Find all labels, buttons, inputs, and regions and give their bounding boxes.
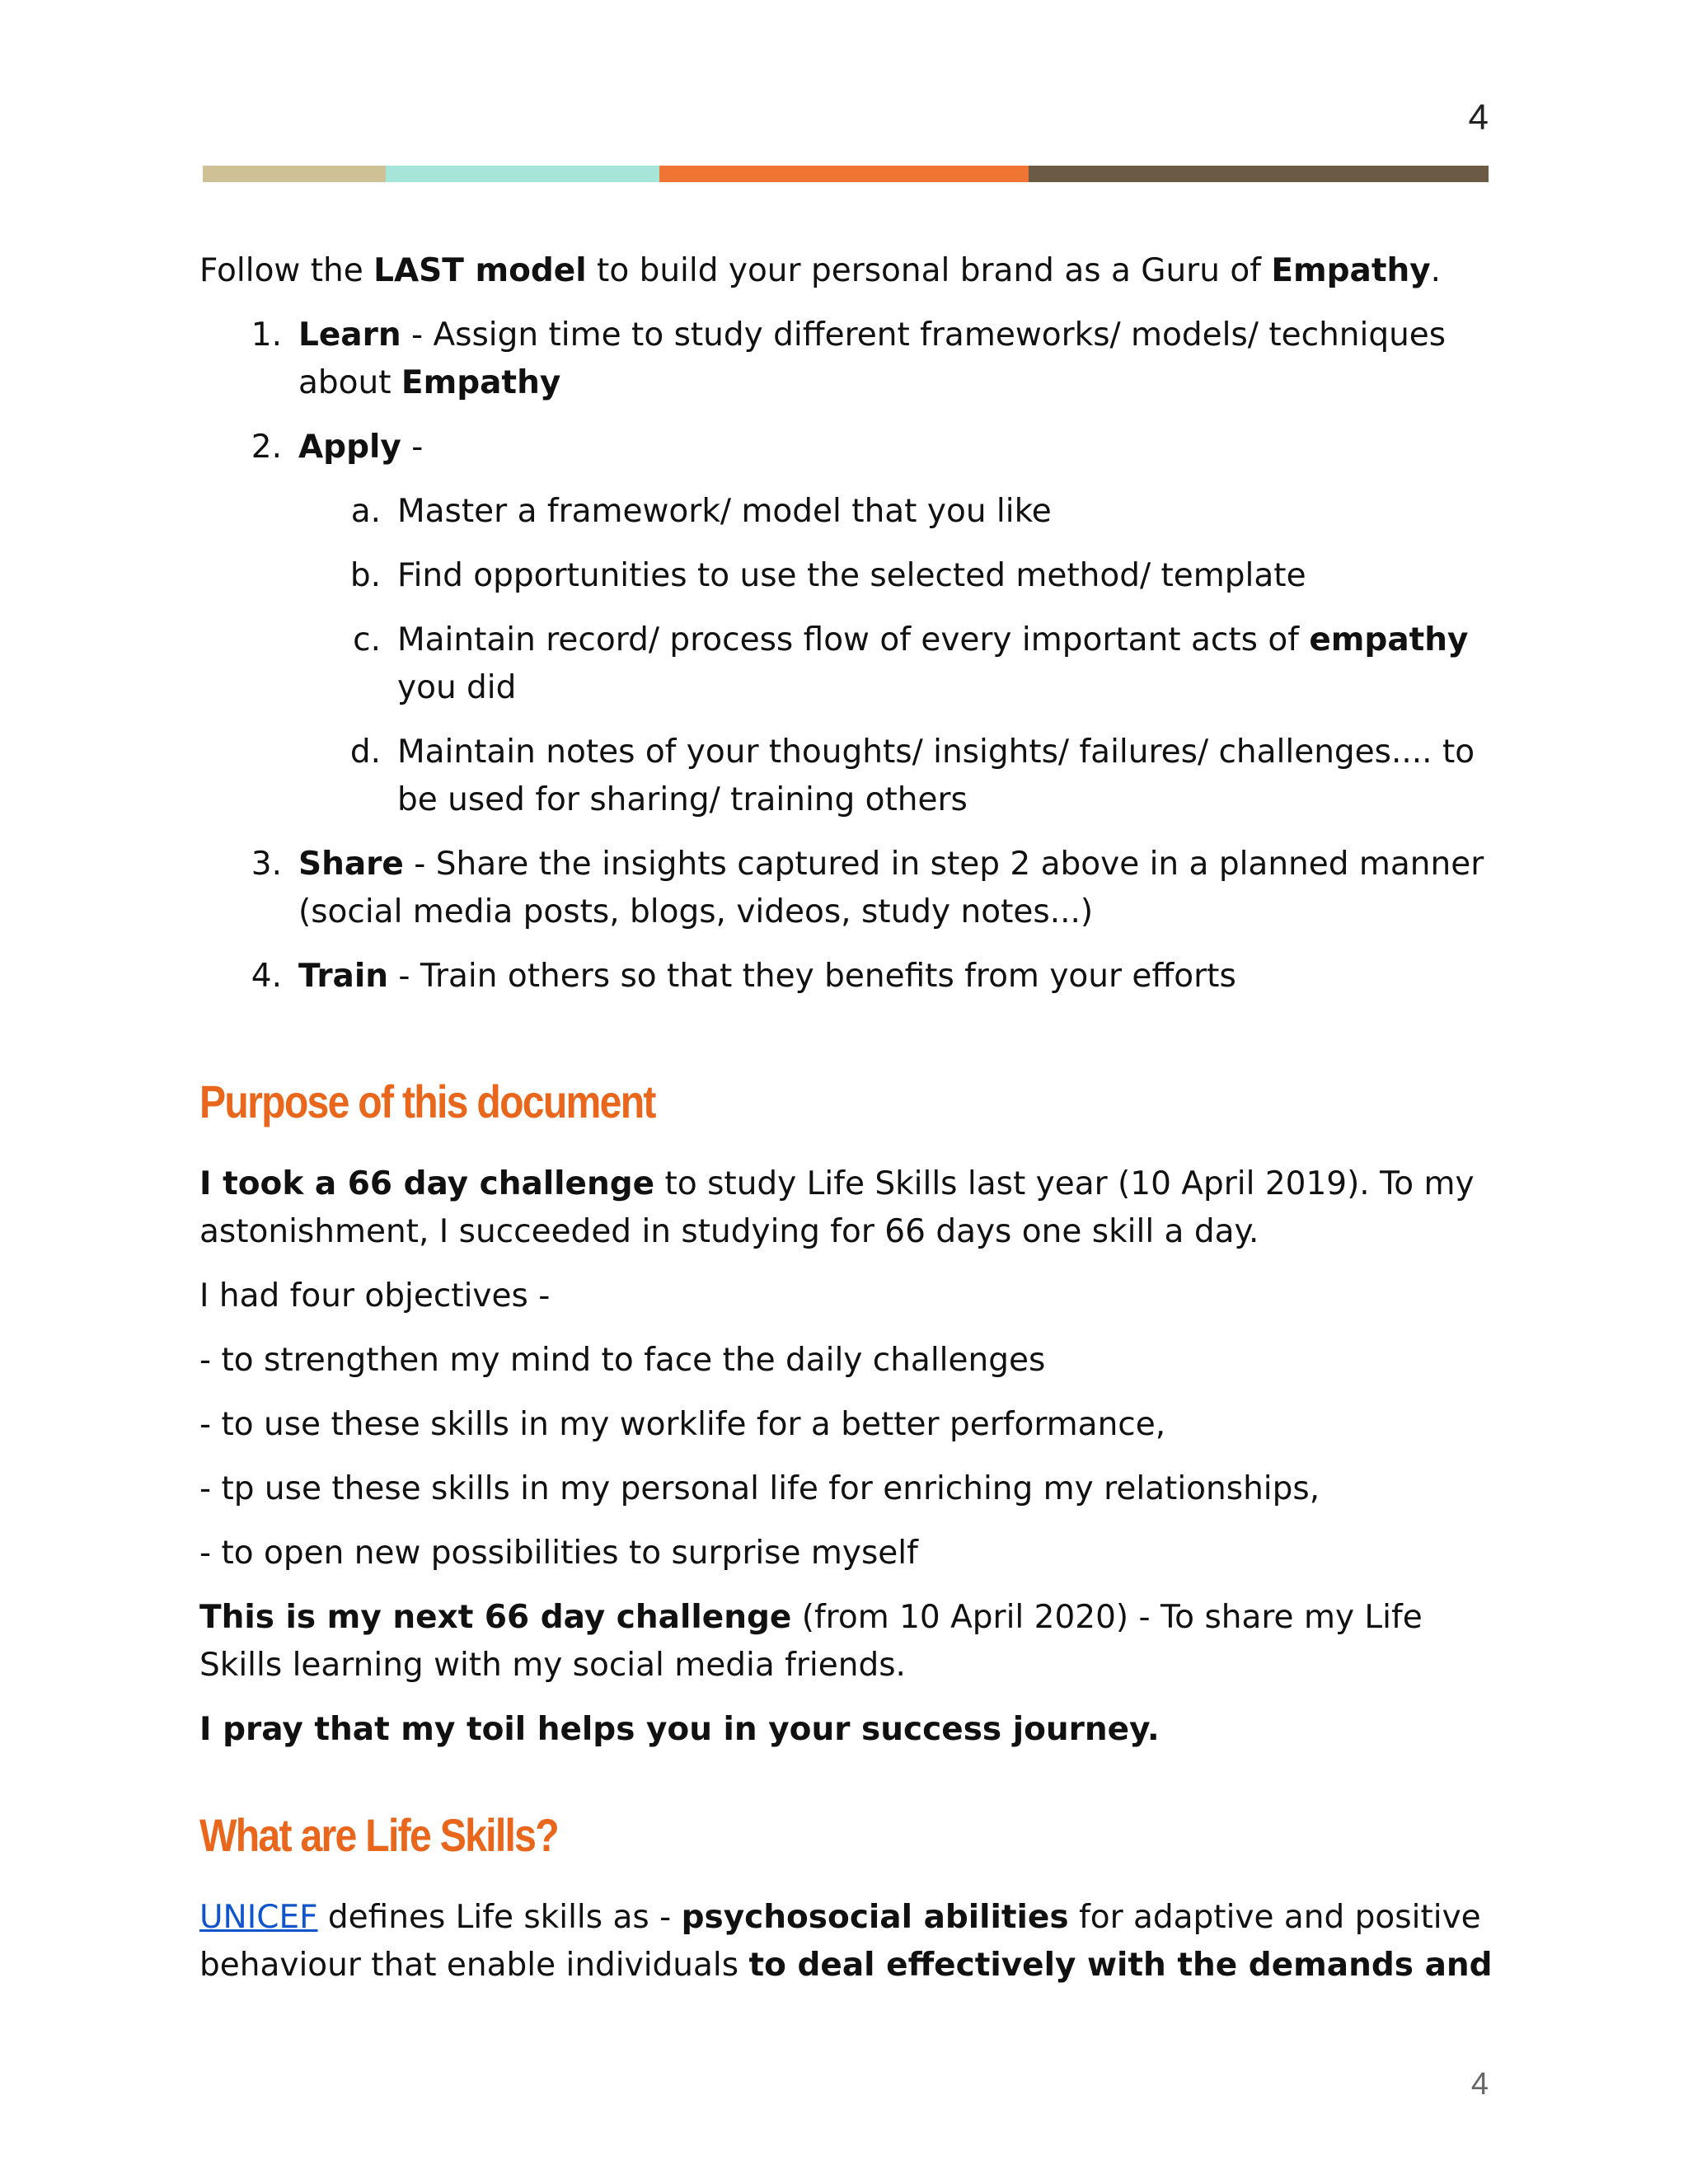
color-bar-segment-teal [386, 166, 659, 182]
last-model-list [199, 312, 1493, 1001]
life-skills-paragraph: UNICEF defines Life skills as - psychosocial abilities for adaptive and positive behaviour that enable individuals to deal effectively with the demands and [199, 1899, 1493, 1984]
intro-paragraph: Follow the LAST model to build your personal brand as a Guru of Empathy. [199, 252, 1442, 289]
heading-purpose: Purpose of this document [199, 1076, 655, 1127]
objective-2: - to use these skills in my worklife for a better performance, [199, 1406, 1166, 1443]
objective-1: - to strengthen my mind to face the daily challenges [199, 1342, 1046, 1379]
list-item-train: 4. Train - Train others so that they benefits from your efforts [251, 958, 1236, 995]
unicef-link[interactable]: UNICEF [199, 1899, 318, 1936]
header-color-bar [203, 166, 1489, 182]
purpose-paragraph-3: This is my next 66 day challenge (from 10 April 2020) - To share my Life Skills learning with my social media friends. [199, 1599, 1423, 1684]
list-item-learn: 1. Learn - Assign time to study different frameworks/ models/ techniques about Empathy [251, 316, 1447, 401]
purpose-paragraph-2: I had four objectives - [199, 1277, 551, 1315]
sublist-item-c: c. Maintain record/ process flow of every important acts of empathy you did [353, 621, 1469, 706]
sublist-item-a: a. Master a framework/ model that you like [350, 493, 1052, 530]
page-number-bottom: 4 [1470, 2067, 1489, 2102]
purpose-paragraph-1: I took a 66 day challenge to study Life Skills last year (10 April 2019). To my astonishment, I succeeded in studying for 66 days one skill a day. [199, 1165, 1475, 1250]
color-bar-segment-orange [659, 166, 1029, 182]
apply-sublist [298, 488, 1493, 824]
purpose-paragraph-4: I pray that my toil helps you in your success journey. [199, 1711, 1160, 1748]
list-item-apply: 2. Apply - a. Master a framework/ model that you like b. Find opportunities to use the selected method/ template c. Maintain record/ process flow of every important acts of empathy you did d. Maintain notes of your thoughts/ insights/ failures/ challenges.... to be used for sharing/ training others [199, 424, 1493, 824]
objective-3: - tp use these skills in my personal life for enriching my relationships, [199, 1470, 1320, 1507]
heading-life-skills: What are Life Skills? [199, 1809, 558, 1861]
page-number-top: 4 [1468, 97, 1489, 138]
color-bar-segment-tan [203, 166, 386, 182]
objective-4: - to open new possibilities to surprise myself [199, 1535, 918, 1572]
list-item-share: 3. Share - Share the insights captured in step 2 above in a planned manner (social media posts, blogs, videos, study notes...) [251, 846, 1484, 930]
sublist-item-d: d. Maintain notes of your thoughts/ insights/ failures/ challenges.... to be used for sharing/ training others [349, 733, 1475, 818]
color-bar-segment-brown [1029, 166, 1489, 182]
document-body [199, 247, 1493, 2006]
sublist-item-b: b. Find opportunities to use the selected method/ template [349, 557, 1306, 594]
